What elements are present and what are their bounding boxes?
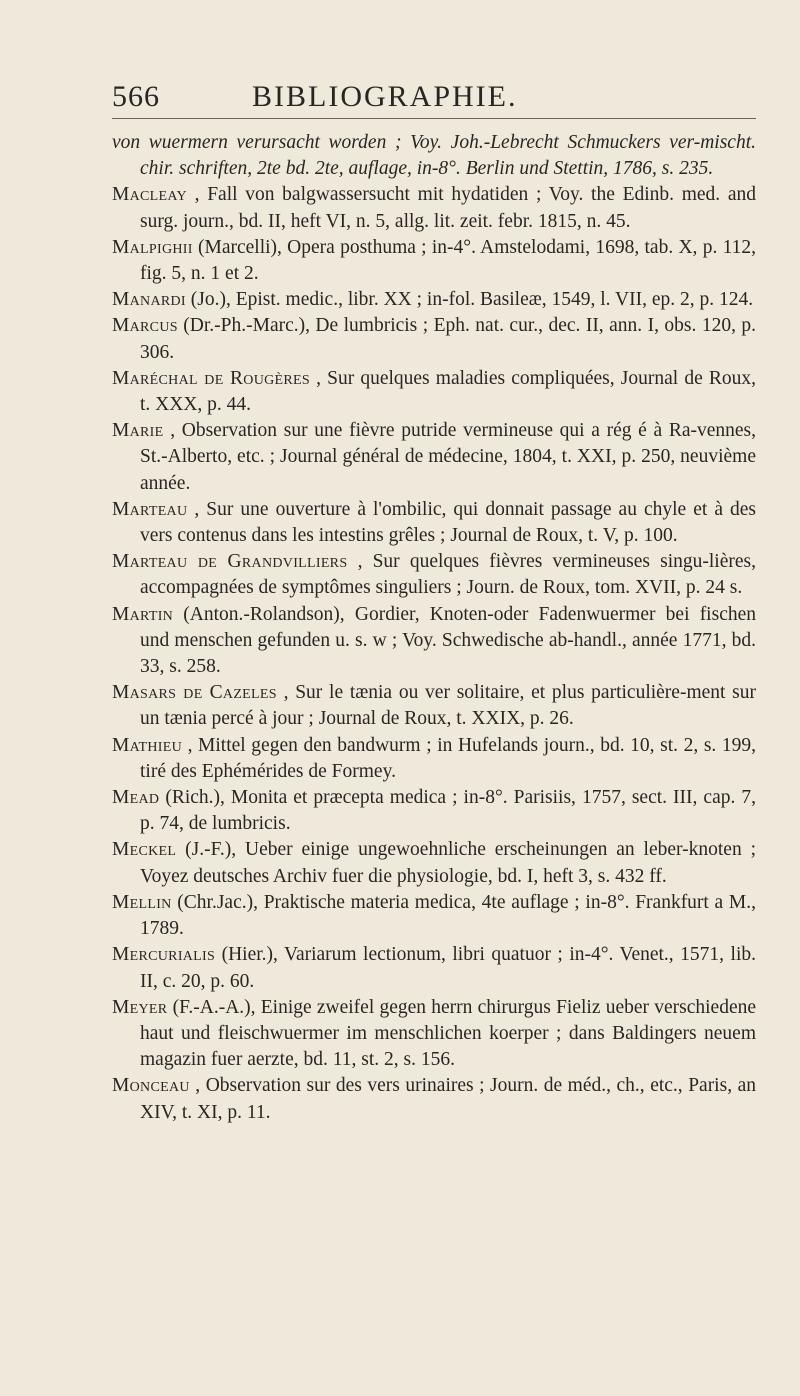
bibliography-entry <box>112 942 756 994</box>
entry-text: (F.-A.-A.), Einige zweifel gegen herrn chirurgus Fieliz ueber verschiedene haut und fleischwuermer im menschlichen koerper ; dans Baldingers neuem magazin fuer aerzte, bd. 11, st. 2, s. 156. <box>140 996 757 1071</box>
entry-author: Mellin <box>112 891 172 913</box>
entry-author: Marie <box>112 420 164 442</box>
entry-author: Martin <box>112 603 174 625</box>
bibliography-entry <box>112 287 756 313</box>
entry-author: Mathieu <box>112 734 182 756</box>
bibliography-entry <box>112 366 756 418</box>
entry-text: (J.-F.), Ueber einige ungewoehnliche erscheinungen an leber-knoten ; Voyez deutsches Archiv fuer die physiologie, bd. I, heft 3, s. 432 ff. <box>140 839 756 887</box>
entry-text: (Dr.-Ph.-Marc.), De lumbricis ; Eph. nat. cur., dec. II, ann. I, obs. 120, p. 306. <box>140 315 757 363</box>
entry-text: (Rich.), Monita et præcepta medica ; in-8°. Parisiis, 1757, sect. III, cap. 7, p. 74, de lumbricis. <box>140 787 757 835</box>
entry-text: (Marcelli), Opera posthuma ; in-4°. Amstelodami, 1698, tab. X, p. 112, fig. 5, n. 1 et 2. <box>140 236 757 285</box>
bibliography-entry <box>112 313 756 365</box>
entry-author: Mercurialis <box>112 944 216 966</box>
entry-author: Manardi <box>112 289 186 311</box>
entry-author: Monceau <box>112 1075 190 1097</box>
bibliography-list <box>112 130 756 1126</box>
entry-author: Maréchal de Rougères <box>112 367 310 389</box>
page-number: 566 <box>112 80 160 113</box>
entry-author: Malpighii <box>112 236 193 258</box>
bibliography-entry <box>112 418 756 497</box>
entry-text: , Sur quelques fièvres vermineuses singu-lières, accompagnées de symptômes singuliers ; Journ. de Roux, tom. XVII, p. 24 s. <box>140 551 756 599</box>
entry-text: , Sur le tænia ou ver solitaire, et plus particulière-ment sur un tænia percé à jour ; Journal de Roux, t. XXIX, p. 26. <box>140 682 757 730</box>
entry-text: (Hier.), Variarum lectionum, libri quatuor ; in-4°. Venet., 1571, lib. II, c. 20, p. 60. <box>140 944 756 992</box>
bibliography-entry <box>112 733 756 785</box>
bibliography-entry <box>112 680 756 732</box>
entry-text: , Observation sur des vers urinaires ; Journ. de méd., ch., etc., Paris, an XIV, t. XI, p. 11. <box>140 1075 756 1123</box>
bibliography-entry <box>112 837 756 889</box>
bibliography-entry <box>112 549 756 601</box>
running-head <box>112 80 756 116</box>
bibliography-entry <box>112 1073 756 1125</box>
entry-text: (Chr.Jac.), Praktische materia medica, 4te auflage ; in-8°. Frankfurt a M., 1789. <box>140 891 757 940</box>
entry-author: Macleay <box>112 184 187 206</box>
bibliography-entry <box>112 130 756 182</box>
entry-author: Meyer <box>112 996 168 1018</box>
entry-author: Marcus <box>112 315 178 337</box>
entry-author: Marteau <box>112 498 188 520</box>
entry-author: Mead <box>112 787 160 809</box>
header-rule <box>112 118 756 119</box>
entry-text: , Sur une ouverture à l'ombilic, qui donnait passage au chyle et à des vers contenus dans les intestins grêles ; Journal de Roux, t. V, p. 100. <box>140 498 757 547</box>
entry-text: , Sur quelques maladies compliquées, Journal de Roux, t. XXX, p. 44. <box>140 367 756 416</box>
entry-author: Masars de Cazeles <box>112 682 277 704</box>
bibliography-entry <box>112 785 756 837</box>
bibliography-entry <box>112 235 756 287</box>
entry-text: (Anton.-Rolandson), Gordier, Knoten-oder Fadenwuermer bei fischen und menschen gefunden u. s. w ; Voy. Schwedische ab-handl., année 1771, bd. 33, s. 258. <box>140 603 756 678</box>
entry-text: von wuermern verursacht worden ; Voy. Joh.-Lebrecht Schmuckers ver-mischt. chir. schriften, 2te bd. 2te, auflage, in-8°. Berlin und Stettin, 1786, s. 235. <box>112 132 756 180</box>
running-title: BIBLIOGRAPHIE. <box>252 80 518 113</box>
bibliography-entry <box>112 602 756 681</box>
bibliography-entry <box>112 995 756 1074</box>
entry-text: , Fall von balgwassersucht mit hydatiden ; Voy. the Edinb. med. and surg. journ., bd. II, heft VI, n. 5, allg. lit. zeit. febr. 1815, n. 45. <box>140 184 757 232</box>
entry-author: Meckel <box>112 839 177 861</box>
entry-text: , Observation sur une fièvre putride vermineuse qui a rég é à Ra-vennes, St.-Alberto, etc. ; Journal général de médecine, 1804, t. XXI, p. 250, neuvième année. <box>140 420 757 494</box>
entry-text: , Mittel gegen den bandwurm ; in Hufelands journ., bd. 10, st. 2, s. 199, tiré des Ephémérides de Formey. <box>140 734 756 782</box>
bibliography-entry <box>112 890 756 942</box>
bibliography-entry <box>112 497 756 549</box>
entry-text: (Jo.), Epist. medic., libr. XX ; in-fol. Basileæ, 1549, l. VII, ep. 2, p. 124. <box>190 289 754 311</box>
bibliography-entry <box>112 182 756 234</box>
entry-author: Marteau de Grandvilliers <box>112 551 348 573</box>
